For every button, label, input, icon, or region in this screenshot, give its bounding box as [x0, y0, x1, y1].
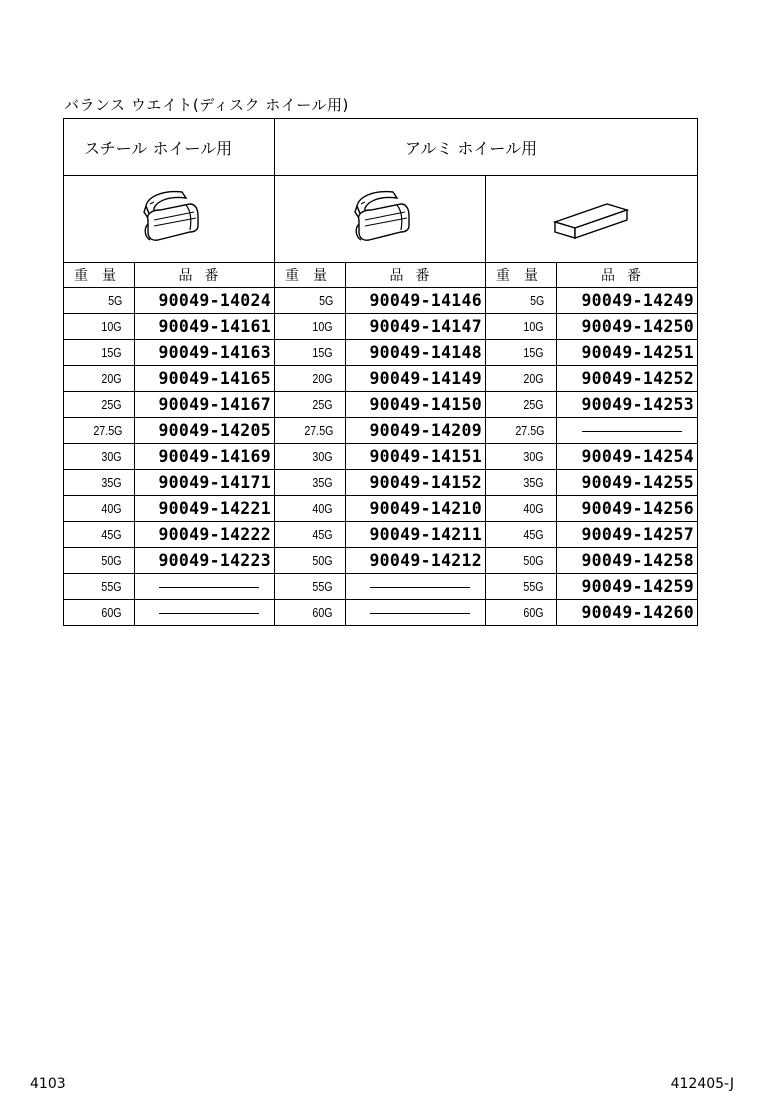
weight-cell: 55G — [275, 574, 346, 600]
weight-cell: 20G — [486, 366, 557, 392]
parts-table — [63, 118, 698, 626]
weight-cell: 30G — [486, 444, 557, 470]
weight-cell: 20G — [64, 366, 135, 392]
part-number-header: 品番 — [135, 263, 275, 288]
document-code: 412405-J — [670, 1076, 734, 1092]
weight-cell: 5G — [486, 288, 557, 314]
weight-cell: 27.5G — [275, 418, 346, 444]
part-number-header: 品番 — [346, 263, 486, 288]
column-header-row — [64, 263, 698, 288]
weight-cell: 27.5G — [64, 418, 135, 444]
not-available-dash — [582, 431, 682, 432]
part-number-cell: 90049-14259 — [557, 574, 698, 600]
page-title: バランス ウエイト(ディスク ホイール用) — [64, 96, 349, 114]
weight-cell: 10G — [275, 314, 346, 340]
part-number-cell: 90049-14147 — [346, 314, 486, 340]
weight-cell: 10G — [486, 314, 557, 340]
weight-cell: 25G — [486, 392, 557, 418]
group-header-row — [64, 119, 698, 176]
part-number-cell: 90049-14167 — [135, 392, 275, 418]
table-row — [64, 340, 698, 366]
part-number-cell: 90049-14146 — [346, 288, 486, 314]
part-number-cell — [135, 574, 275, 600]
table-row — [64, 548, 698, 574]
table-row — [64, 600, 698, 626]
page-number: 4103 — [30, 1076, 66, 1092]
illustration-row — [64, 176, 698, 263]
weight-cell: 35G — [64, 470, 135, 496]
alu-wheel-group-label: アルミ ホイール用 — [275, 119, 698, 176]
part-number-cell: 90049-14169 — [135, 444, 275, 470]
part-number-cell: 90049-14205 — [135, 418, 275, 444]
weight-cell: 10G — [64, 314, 135, 340]
part-number-cell: 90049-14210 — [346, 496, 486, 522]
part-number-cell — [557, 418, 698, 444]
part-number-cell: 90049-14161 — [135, 314, 275, 340]
part-number-cell: 90049-14148 — [346, 340, 486, 366]
table-row — [64, 522, 698, 548]
part-number-cell — [346, 574, 486, 600]
weight-cell: 60G — [275, 600, 346, 626]
table-row — [64, 470, 698, 496]
weight-cell: 45G — [64, 522, 135, 548]
steel-weight-illustration — [64, 176, 275, 263]
weight-cell: 30G — [275, 444, 346, 470]
part-number-cell: 90049-14221 — [135, 496, 275, 522]
part-number-cell: 90049-14171 — [135, 470, 275, 496]
part-number-cell: 90049-14151 — [346, 444, 486, 470]
weight-cell: 45G — [486, 522, 557, 548]
table-row — [64, 288, 698, 314]
weight-cell: 35G — [486, 470, 557, 496]
table-row — [64, 496, 698, 522]
weight-cell: 40G — [64, 496, 135, 522]
weight-cell: 15G — [64, 340, 135, 366]
part-number-cell: 90049-14254 — [557, 444, 698, 470]
part-number-header: 品番 — [557, 263, 698, 288]
weight-cell: 20G — [275, 366, 346, 392]
part-number-cell: 90049-14260 — [557, 600, 698, 626]
weight-cell: 50G — [486, 548, 557, 574]
weight-header: 重量 — [275, 263, 346, 288]
weight-cell: 55G — [486, 574, 557, 600]
weight-cell: 25G — [275, 392, 346, 418]
weight-cell: 60G — [64, 600, 135, 626]
part-number-cell: 90049-14024 — [135, 288, 275, 314]
part-number-cell — [135, 600, 275, 626]
part-number-cell: 90049-14250 — [557, 314, 698, 340]
part-number-cell: 90049-14149 — [346, 366, 486, 392]
part-number-cell: 90049-14163 — [135, 340, 275, 366]
not-available-dash — [370, 613, 470, 614]
part-number-cell: 90049-14165 — [135, 366, 275, 392]
table-row — [64, 418, 698, 444]
steel-wheel-group-label: スチール ホイール用 — [64, 119, 275, 176]
weight-cell: 40G — [486, 496, 557, 522]
table-row — [64, 366, 698, 392]
not-available-dash — [370, 587, 470, 588]
weight-cell: 25G — [64, 392, 135, 418]
part-number-cell: 90049-14252 — [557, 366, 698, 392]
part-number-cell: 90049-14222 — [135, 522, 275, 548]
part-number-cell: 90049-14150 — [346, 392, 486, 418]
part-number-cell: 90049-14251 — [557, 340, 698, 366]
alu-block-weight-illustration — [486, 176, 698, 263]
part-number-cell: 90049-14255 — [557, 470, 698, 496]
part-number-cell: 90049-14211 — [346, 522, 486, 548]
clip-on-weight-icon — [124, 184, 214, 254]
alu-clip-weight-illustration — [275, 176, 486, 263]
weight-cell: 30G — [64, 444, 135, 470]
adhesive-block-weight-icon — [547, 194, 637, 244]
weight-cell: 45G — [275, 522, 346, 548]
weight-cell: 15G — [486, 340, 557, 366]
part-number-cell: 90049-14258 — [557, 548, 698, 574]
table-row — [64, 392, 698, 418]
weight-cell: 50G — [275, 548, 346, 574]
weight-cell: 55G — [64, 574, 135, 600]
table-row — [64, 314, 698, 340]
weight-cell: 5G — [275, 288, 346, 314]
weight-cell: 35G — [275, 470, 346, 496]
part-number-cell: 90049-14209 — [346, 418, 486, 444]
part-number-cell: 90049-14212 — [346, 548, 486, 574]
weight-header: 重量 — [486, 263, 557, 288]
clip-on-weight-icon — [335, 184, 425, 254]
not-available-dash — [159, 613, 259, 614]
weight-cell: 50G — [64, 548, 135, 574]
not-available-dash — [159, 587, 259, 588]
weight-cell: 15G — [275, 340, 346, 366]
table-row — [64, 574, 698, 600]
part-number-cell: 90049-14152 — [346, 470, 486, 496]
part-number-cell: 90049-14257 — [557, 522, 698, 548]
weight-cell: 60G — [486, 600, 557, 626]
table-row — [64, 444, 698, 470]
weight-cell: 5G — [64, 288, 135, 314]
part-number-cell: 90049-14223 — [135, 548, 275, 574]
weight-cell: 40G — [275, 496, 346, 522]
weight-cell: 27.5G — [486, 418, 557, 444]
part-number-cell: 90049-14253 — [557, 392, 698, 418]
part-number-cell: 90049-14256 — [557, 496, 698, 522]
part-number-cell: 90049-14249 — [557, 288, 698, 314]
part-number-cell — [346, 600, 486, 626]
weight-header: 重量 — [64, 263, 135, 288]
